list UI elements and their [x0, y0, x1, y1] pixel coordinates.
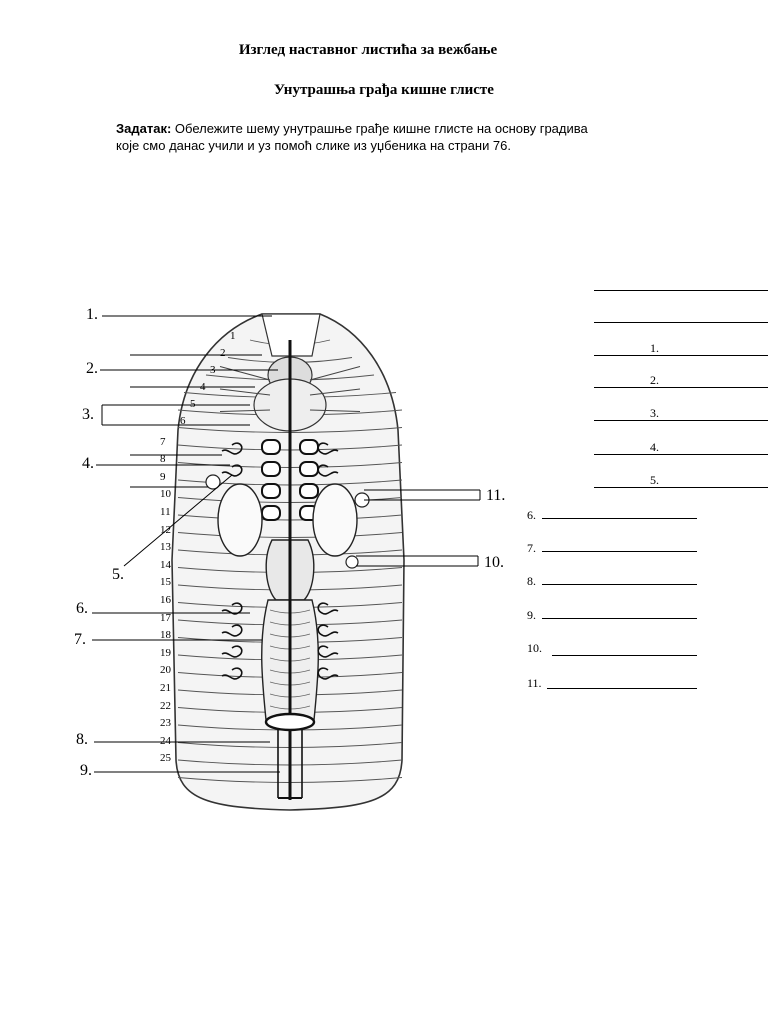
- answer-line-6[interactable]: [542, 518, 697, 519]
- answer-number-6: 6.: [527, 508, 536, 522]
- segment-number: 8: [160, 453, 166, 466]
- answer-number-4: 4.: [650, 440, 659, 454]
- answer-number-2: 2.: [650, 373, 659, 387]
- segment-number: 3: [210, 364, 216, 376]
- label-3: 3.: [82, 406, 94, 423]
- seminal-vesicle-left: [218, 484, 262, 556]
- label-8: 8.: [76, 731, 88, 748]
- answer-line-blank-a[interactable]: [594, 290, 768, 291]
- label-11: 11.: [486, 487, 506, 504]
- answer-number-7: 7.: [527, 541, 536, 555]
- heart: [262, 506, 280, 520]
- segment-number: 1: [230, 330, 236, 342]
- label-7: 7.: [74, 631, 86, 648]
- task-label: Задатак:: [116, 121, 172, 136]
- segment-number: 21: [160, 682, 171, 694]
- worksheet-subtitle: Унутрашња грађа кишне глисте: [274, 82, 494, 98]
- answer-line-8[interactable]: [542, 584, 697, 585]
- segment-number: 20: [160, 664, 171, 677]
- label-6: 6.: [76, 600, 88, 617]
- segment-number: 2: [220, 347, 226, 359]
- label-9: 9.: [80, 762, 92, 779]
- segment-number: 16: [160, 594, 171, 606]
- segment-number: 12: [160, 523, 171, 536]
- segment-number: 11: [160, 506, 171, 518]
- answer-line-7[interactable]: [542, 551, 697, 552]
- answer-number-1: 1.: [650, 341, 659, 355]
- segment-number: 7: [160, 435, 166, 448]
- answer-line-3[interactable]: [594, 420, 768, 421]
- segment-number: 14: [160, 558, 171, 571]
- segment-number: 10: [160, 488, 171, 501]
- label-5: 5.: [112, 566, 124, 583]
- segment-number: 18: [160, 629, 171, 642]
- answer-line-1[interactable]: [594, 355, 768, 356]
- segment-number: 5: [190, 398, 196, 410]
- heart: [300, 462, 318, 476]
- task-text-1: Обележите шему унутрашње грађе кишне глисте на основу градива: [174, 121, 588, 136]
- segment-number: 6: [180, 415, 186, 427]
- answer-number-10: 10.: [527, 641, 542, 655]
- worksheet-title: Изглед наставног листића за вежбање: [238, 42, 498, 58]
- segment-number: 9: [160, 470, 166, 483]
- segment-number: 22: [160, 699, 171, 712]
- answer-number-8: 8.: [527, 574, 536, 588]
- segment-number: 15: [160, 576, 171, 589]
- heart: [262, 440, 280, 454]
- answer-number-11: 11.: [527, 676, 542, 690]
- task-line-2: које смо данас учили и уз помоћ слике из уџбеника на страни 76.: [116, 138, 512, 153]
- heart: [300, 484, 318, 498]
- label-2: 2.: [86, 360, 98, 377]
- label-1: 1.: [86, 306, 98, 323]
- answer-number-3: 3.: [650, 406, 659, 420]
- segment-number: 25: [160, 752, 171, 765]
- answer-line-11[interactable]: [547, 688, 697, 689]
- answer-line-5[interactable]: [594, 487, 768, 488]
- segment-number: 4: [200, 381, 206, 393]
- heart: [262, 462, 280, 476]
- segment-number: 23: [160, 717, 171, 730]
- answer-line-2[interactable]: [594, 387, 768, 388]
- label-4: 4.: [82, 455, 94, 472]
- answer-line-4[interactable]: [594, 454, 768, 455]
- heart: [262, 484, 280, 498]
- segment-number: 24: [160, 734, 171, 747]
- segment-number: 13: [160, 541, 171, 554]
- seminal-vesicle-right: [313, 484, 357, 556]
- answer-line-9[interactable]: [542, 618, 697, 619]
- heart: [300, 440, 318, 454]
- cross-section: [266, 714, 314, 730]
- answer-line-blank-b[interactable]: [594, 322, 768, 323]
- label-10: 10.: [484, 554, 504, 571]
- segment-number: 17: [160, 611, 171, 624]
- segment-number: 19: [160, 646, 171, 659]
- answer-line-10[interactable]: [552, 655, 697, 656]
- answer-number-9: 9.: [527, 608, 536, 622]
- answer-number-5: 5.: [650, 473, 659, 487]
